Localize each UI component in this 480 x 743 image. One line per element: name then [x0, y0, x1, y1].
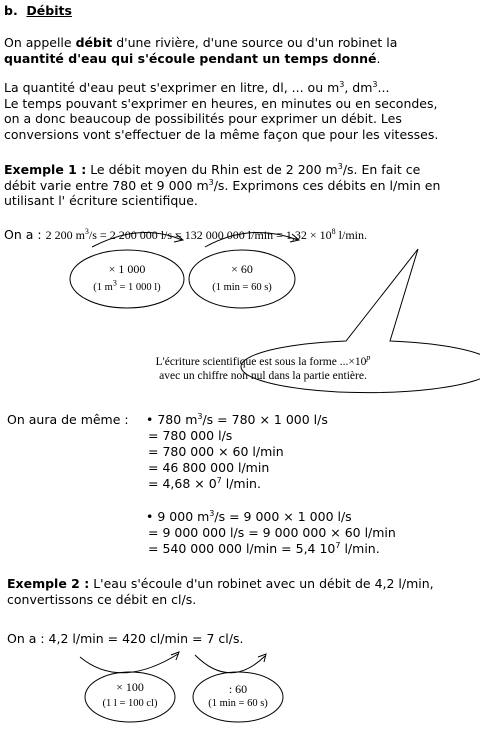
units-paragraph: La quantité d'eau peut s'exprimer en litre, dl, ... ou $m^3$, $dm^3$... Le temps pouvant s'exprimer en heures, en minutes ou en secondes, on a donc beaucoup de possibilités pour exprimer un débit. Les conversions vont s'effectuer de la même façon que pour les vitesses. — [4, 79, 439, 142]
meme-text: = 46 800 000 l/min — [148, 460, 270, 475]
equation-2: On a : 4,2 l/min = 420 cl/min = 7 cl/s. — [7, 631, 244, 646]
para-text: conversions vont s'effectuer de la même façon que pour les vitesses. — [4, 126, 439, 142]
bubble-op: : 60 — [228, 682, 248, 696]
callout-exponent: p — [366, 353, 371, 363]
para-text: , dm — [344, 80, 373, 95]
example-text: utilisant l' écriture scientifique. — [4, 193, 198, 208]
bubble-note: (1 m — [93, 282, 113, 293]
section-title: Débits — [26, 3, 72, 18]
intro-text: On appelle — [4, 35, 76, 50]
equation-text: l/min. — [335, 228, 368, 242]
meme-text: l/min. — [340, 541, 380, 556]
para-text: on a donc beaucoup de possibilités pour exprimer un débit. Les — [4, 111, 402, 126]
example-text: débit varie entre 780 et 9 000 m — [4, 177, 209, 193]
example-2-label: Exemple 2 : — [7, 576, 90, 591]
section-heading — [4, 3, 72, 18]
on-a-label: On a : — [4, 227, 42, 242]
conversion-bubble-2 — [189, 262, 295, 293]
meme-text: /s = 780 × 1 000 l/s — [202, 412, 328, 427]
section-letter: b. — [4, 3, 18, 18]
example-text: convertissons ce débit en cl/s. — [7, 591, 197, 607]
example-text: Le débit moyen du Rhin est de 2 200 m — [86, 162, 338, 177]
intro-bold-debit: débit — [75, 35, 113, 50]
example-text: /s. Exprimons ces débits en l/min en — [213, 177, 441, 193]
example-text: L'eau s'écoule d'un robinet avec un débit de 4,2 l/min, — [89, 576, 434, 591]
arrow-3 — [80, 654, 178, 673]
arrow-4 — [195, 655, 265, 673]
para-text: Le temps pouvant s'exprimer en heures, en minutes ou en secondes, — [4, 95, 438, 111]
conversion-bubble-4 — [193, 682, 283, 709]
bubble-op: × 1 000 — [108, 262, 146, 276]
example-2 — [7, 576, 434, 607]
meme-text: = 780 000 l/s — [148, 428, 233, 443]
scientific-notation-callout — [145, 355, 381, 383]
meme-exponent: 7 — [335, 540, 341, 550]
conversion-bubble-1: × 1 000 (1 $m^3 = 1$ 000 l) — [70, 262, 184, 293]
intro-text: . — [376, 50, 381, 66]
callout-text: avec un chiffre non nul dans la partie entière. — [159, 370, 367, 382]
meme-block-1: • 780 $m^3/s = 780 \times 1$ 000 l/s = 780 000 l/s = 780 000 × 60 l/min = 46 800 000 l/min = $4,68 \times 0^7$ l/min. — [146, 411, 328, 491]
equation-text: 2 200 m — [45, 228, 85, 242]
intro-bold-definition: quantité d'eau qui s'écoule pendant un temps donné — [4, 50, 377, 66]
equation-exponent: 8 — [331, 227, 336, 236]
bubble-op: × 100 — [116, 680, 144, 694]
meme-block-2: • 9 000 $m^3/s = 9$ 000 × 1 000 l/s = 9 000 000 l/s = 9 000 000 × 60 l/min = 540 000 000 l/min = 5,4 $10^7$ l/min. — [146, 508, 396, 556]
bubble-note: (1 l = 100 cl) — [102, 698, 158, 709]
meme-text: 9 000 m — [157, 509, 210, 524]
bubble-note: (1 min = 60 s) — [212, 282, 272, 293]
bubble-note: = 1 000 l) — [116, 282, 161, 293]
meme-exponent: 7 — [216, 475, 222, 485]
para-text: La quantité d'eau peut s'exprimer en litre, dl, ... ou m — [4, 80, 340, 95]
intro-text: d'une rivière, d'une source ou d'un robinet la — [112, 35, 398, 50]
meme-label: On aura de même : — [7, 412, 129, 427]
meme-text: = 780 000 × 60 l/min — [148, 444, 284, 459]
meme-text: /s = 9 000 × 1 000 l/s — [214, 509, 352, 524]
equation-1: On a : 2 200 $m^3/s = 2$ 200 000 l/s = 132 000 000 $l/\min = 1,32 \times 10^8$ l/min. — [4, 227, 368, 242]
para-text: ... — [377, 80, 390, 95]
meme-text: 780 m — [157, 412, 198, 427]
conversion-bubble-3 — [85, 680, 175, 709]
meme-text: l/min. — [221, 476, 261, 491]
bubble-note: (1 min = 60 s) — [208, 698, 268, 709]
meme-text: = 540 000 000 l/min = 5,4 10 — [148, 541, 336, 556]
example-1-label: Exemple 1 : — [4, 162, 87, 177]
bubble-op: × 60 — [231, 262, 253, 276]
meme-text: = 4,68 × 0 — [148, 476, 217, 491]
example-1: Exemple 1 : Le débit moyen du Rhin est de 2 200 $m^3/s$. En fait ce débit varie entre 780 et 9 000 $m^3/s$. Exprimons ces débits en l/min en utilisant l' écriture scientifique. — [4, 161, 441, 208]
example-text: /s. En fait ce — [342, 162, 421, 177]
callout-text: L'écriture scientifique est sous la forme ...×10 — [155, 356, 367, 368]
meme-text: = 9 000 000 l/s = 9 000 000 × 60 l/min — [148, 525, 396, 540]
equation-text: /s = 2 200 000 l/s = 132 000 000 l/min = 1,32 × 10 — [88, 228, 332, 242]
intro-paragraph — [4, 35, 397, 66]
